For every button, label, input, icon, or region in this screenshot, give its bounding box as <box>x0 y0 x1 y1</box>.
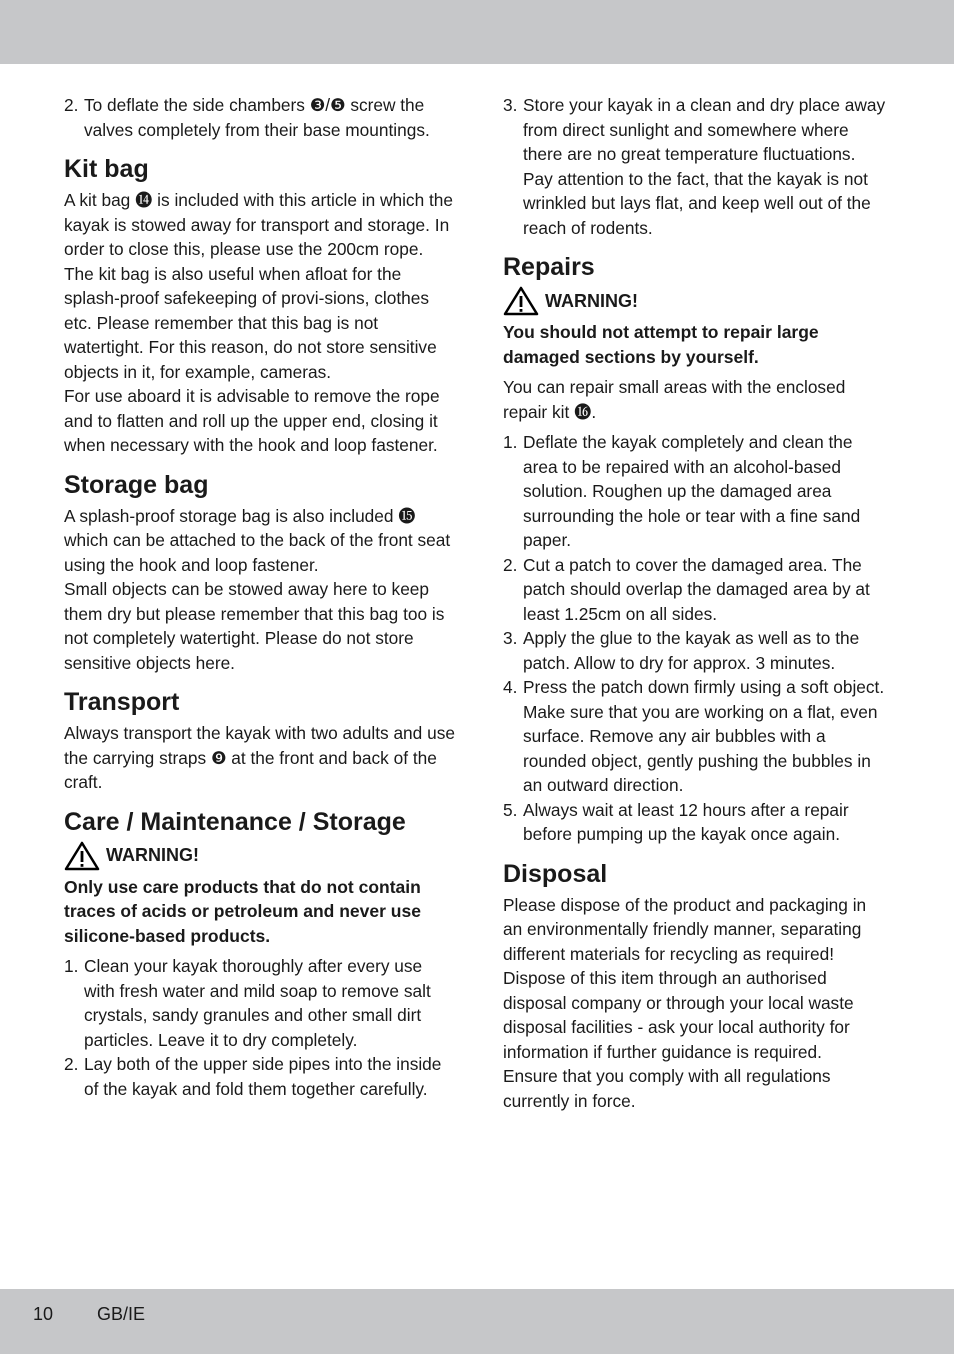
warning: WARNING! <box>64 841 456 871</box>
page-number: 10 <box>33 1304 54 1324</box>
list-item: 1. Clean your kayak thoroughly after every use with fresh water and mild soap to remove salt crystals, sandy granules and other small dirt particles. Leave it to dry completely. <box>64 956 431 1050</box>
warning-icon <box>64 841 100 871</box>
warning-icon <box>503 286 539 316</box>
heading-kit-bag: Kit bag <box>64 155 149 183</box>
heading-disposal: Disposal <box>503 859 608 888</box>
right-column: 3. Store your kayak in a clean and dry place away from direct sunlight and somewhere where there are no great temperature fluctuations. Pay attention to the fact, that the kayak is not wrinkled but lays flat, and keep well out of the reach of rodents. Repairs WARNING! You should not attempt to repair large damaged sections by yourself. You can repair small areas with the enclosed repair kit ⓰. 1. Deflate the kayak completely and clean the area to be repaired with an alcohol-based solution. Roughen up the damaged area surrounding the hole or tear with a fine sand paper. 2. Cut a patch to cover the damaged area. The patch should overlap the damaged area by at least 1.25cm on all sides. 3. Apply the glue to the kayak as well as to the patch. Allow to dry for approx. 3 minutes. 4. Press the patch down firmly using a soft object. Make sure that you are working on a flat, even surface. Remove any air bubbles with a rounded object, gently pushing the bubbles in an outward direction. 5. Always wait at least 12 hours after a repair before pumping up the kayak once again. Disposal Please dispose of the product and packaging in an environmentally friendly manner, separating different materials for recycling as required! Dispose of this item through an authorised disposal company or through your local waste disposal facilities - ask your local authority for information if further guidance is required. Ensure that you comply with all regulations currently in force. <box>503 93 888 1113</box>
list-item: 2. Cut a patch to cover the damaged area. The patch should overlap the damaged area by at least 1.25cm on all sides. <box>503 554 870 624</box>
heading-storage-bag: Storage bag <box>64 470 209 499</box>
heading-transport: Transport <box>64 688 180 716</box>
list-item: 2. Lay both of the upper side pipes into the inside of the kayak and fold them together carefully. <box>64 1054 442 1099</box>
region-label: GB/IE <box>97 1304 146 1324</box>
warning: WARNING! <box>503 286 888 316</box>
list-item: 1. Deflate the kayak completely and clean the area to be repaired with an alcohol-based solution. Roughen up the damaged area surrounding the hole or tear with a fine sand paper. <box>503 432 861 550</box>
heading-repairs: Repairs <box>503 253 595 281</box>
list-item: 3. Store your kayak in a clean and dry place away from direct sunlight and somewhere where there are no great temperature fluctuations. Pay attention to the fact, that the kayak is not wrinkled but lays flat, and keep well out of the reach of rodents. <box>503 95 886 238</box>
list-item: 5. Always wait at least 12 hours after a repair before pumping up the kayak once again. <box>503 799 849 844</box>
heading-care: Care / Maintenance / Storage <box>64 807 406 836</box>
left-column: 2. To deflate the side chambers ❸/❺ screw the valves completely from their base mountings. Kit bag A kit bag ⓮ is included with this article in which the kayak is stowed away for transport and storage. In order to close this, please use the 200cm rope. The kit bag is also useful when afloat for the splash-proof safekeeping of provi-sions, clothes etc. Please remember that this bag is not watertight. For this reason, do not store sensitive objects in it, for example, cameras. For use aboard it is advisable to remove the rope and to flatten and roll up the upper end, closing it when necessary with the hook and loop fastener. Storage bag A splash-proof storage bag is also included ⓯ which can be attached to the back of the front seat using the hook and loop fastener. Small objects can be stowed away here to keep them dry but please remember that this bag too is not completely watertight. Please do not store sensitive objects here. Transport Always transport the kayak with two adults and use the carrying straps ❾ at the front and back of the craft. Care / Maintenance / Storage WARNING! Only use care products that do not contain traces of acids or petroleum and never use silicone-based products. 1. Clean your kayak thoroughly after every use with fresh water and mild soap to remove salt crystals, sandy granules and other small dirt particles. Leave it to dry completely. 2. Lay both of the upper side pipes into the inside of the kayak and fold them together carefully. <box>64 93 456 1101</box>
list-item: 3. Apply the glue to the kayak as well as to the patch. Allow to dry for approx. 3 minutes. <box>503 628 860 673</box>
list-item: 4. Press the patch down firmly using a soft object. Make sure that you are working on a flat, even surface. Remove any air bubbles with a rounded object, gently pushing the bubbles in an outward direction. <box>503 677 885 795</box>
footer-bar <box>0 1289 954 1354</box>
list-item: 2. To deflate the side chambers ❸/❺ screw the valves completely from their base mountings. <box>64 95 430 140</box>
header-bar <box>0 0 954 64</box>
